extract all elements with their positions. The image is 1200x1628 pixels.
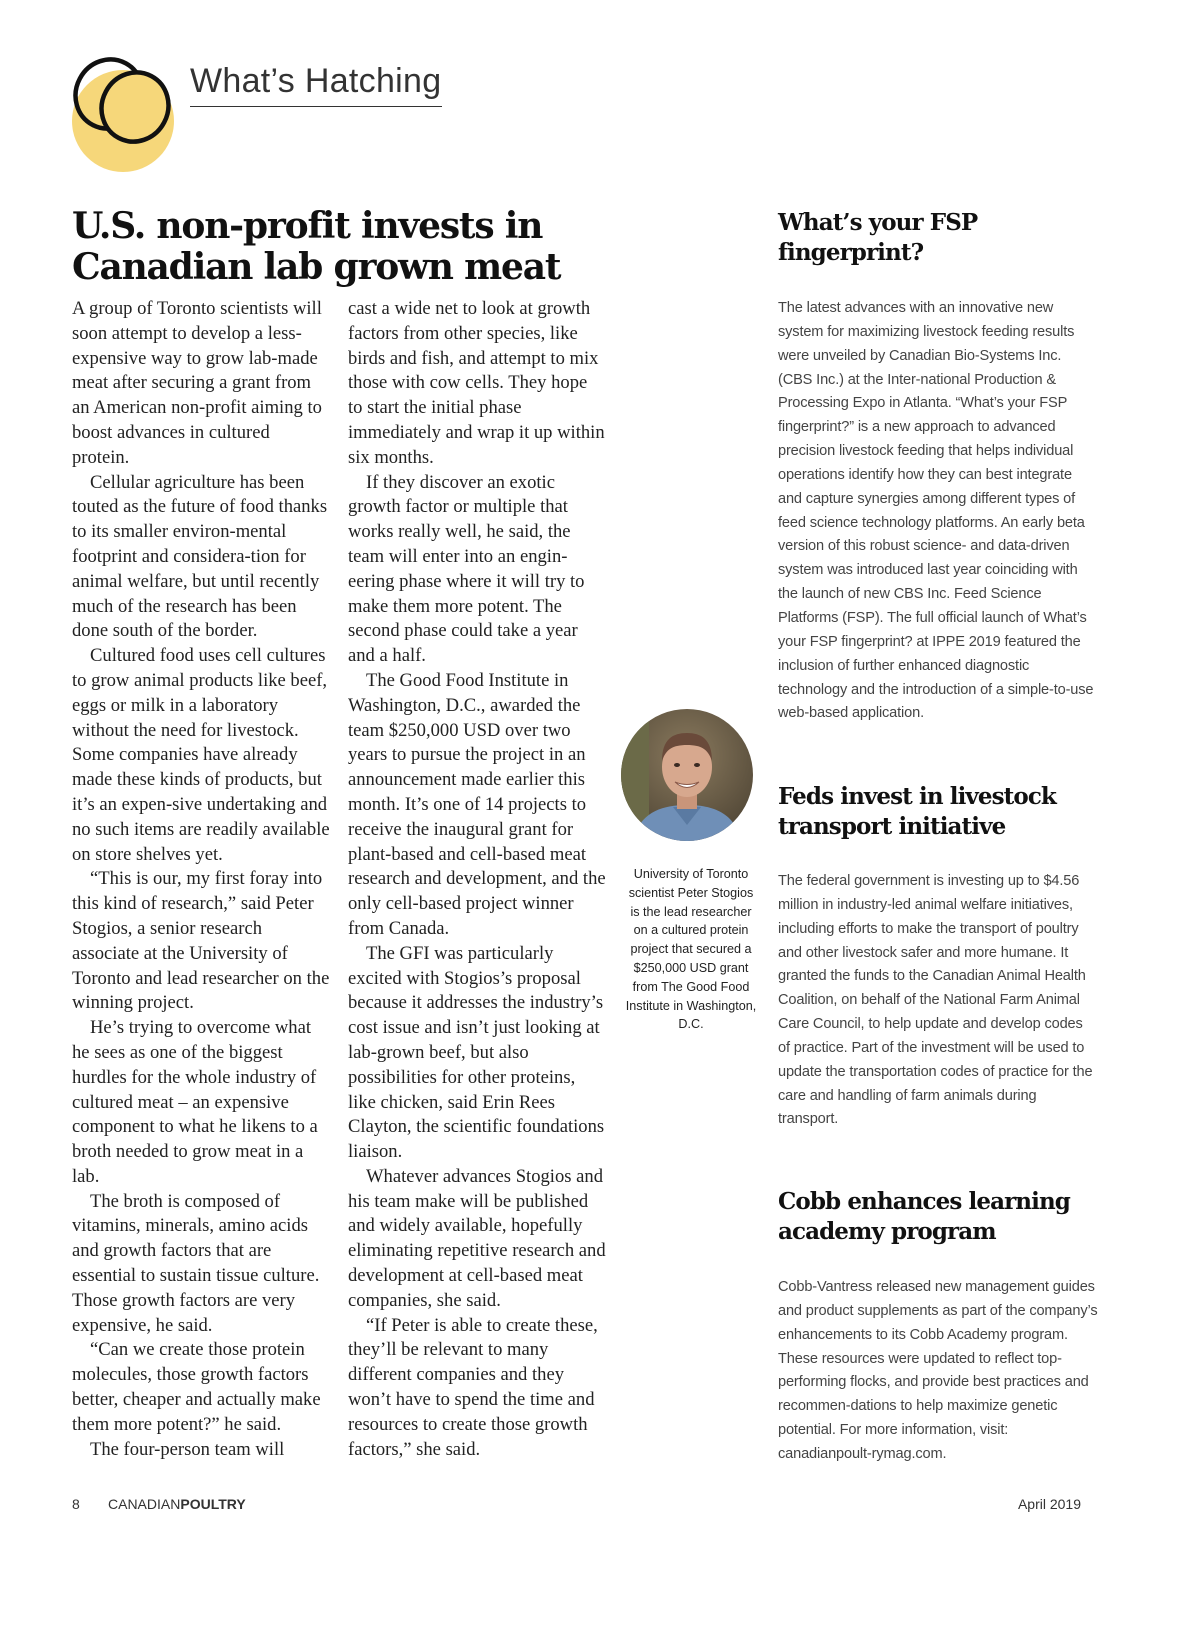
article-paragraph: Cellular agriculture has been touted as the future of food thanks to its smaller environ-mental footprint and considera-tion for animal welfare, but until recently much of the research has been done south of the border. xyxy=(72,471,328,642)
sidebar-story-headline: Cobb enhances learning academy program xyxy=(778,1188,1070,1245)
article-paragraph: “This is our, my first foray into this kind of research,” said Peter Stogios, a senior research associate at the University of Toronto and lead researcher on the winning project. xyxy=(72,868,330,1014)
article-paragraph: Cultured food uses cell cultures to grow animal products like beef, eggs or milk in a laboratory without the need for livestock. Some companies have already made these kinds of products, but it’s an expen-sive undertaking and no such items are readily available on store shelves yet. xyxy=(72,645,330,865)
sidebar-story-body: The federal government is investing up to $4.56 million in industry-led animal welfare initiatives, including efforts to make the transport of poultry and other livestock safer and more humane. It granted the funds to the Canadian Animal Health Coalition, on behalf of the National Farm Animal Care Council, to help update and develop codes of practice. Part of the investment will be used to update the transportation codes of practice for the care and handling of farm animals during transport. xyxy=(778,873,1093,1128)
main-article-headline: U.S. non-profit invests in Canadian lab grown meat xyxy=(72,205,561,288)
article-paragraph: “If Peter is able to create these, they’ll be relevant to many different companies and they won’t have to spend the time and resources to create those growth factors,” she said. xyxy=(348,1314,598,1460)
section-header xyxy=(72,56,452,176)
two-eggs-icon xyxy=(72,56,176,146)
sidebar-story xyxy=(778,1187,1098,1467)
sidebar-story-headline: What’s your FSP fingerprint? xyxy=(778,209,978,266)
page-number: 8 xyxy=(72,1496,80,1512)
sidebar-story-body: The latest advances with an innovative new system for maximizing livestock feeding results were unveiled by Canadian Bio-Systems Inc. (CBS Inc.) at the Inter-national Production & Processing Expo in Atlanta. “What’s your FSP fingerprint?” is a new approach to advanced precision livestock feeding that helps individual operations identify how they can best integrate and capture synergies among different types of feed science technology platforms. An early beta version of this robust science- and data-driven system was introduced last year coinciding with the launch of new CBS Inc. Feed Science Platforms (FSP). The full official launch of What’s your FSP fingerprint? at IPPE 2019 featured the inclusion of further enhanced diagnostic technology and the introduction of a simple-to-use web-based application. xyxy=(778,300,1094,722)
issue-date: April 2019 xyxy=(1017,1496,1081,1512)
article-column-1 xyxy=(72,297,330,1462)
researcher-portrait-photo xyxy=(621,709,753,841)
article-paragraph: Whatever advances Stogios and his team make will be published and widely available, hopefully eliminating repetitive research and development at cell-based meat companies, she said. xyxy=(348,1165,606,1311)
section-title-underline xyxy=(190,106,442,107)
article-paragraph: The broth is composed of vitamins, minerals, amino acids and growth factors that are essential to sustain tissue culture. Those growth factors are very expensive, he said. xyxy=(72,1190,320,1336)
article-paragraph: The GFI was particularly excited with Stogios’s proposal because it addresses the industry’s cost issue and isn’t just looking at lab-grown beef, but also possibilities for other proteins, like chicken, said Erin Rees Clayton, the scientific foundations liaison. xyxy=(348,942,605,1163)
sidebar-story-headline: Feds invest in livestock transport initiative xyxy=(778,783,1056,840)
page-footer xyxy=(72,1496,246,1512)
publication-name-bold: POULTRY xyxy=(180,1496,246,1512)
article-column-2 xyxy=(348,297,606,1462)
article-paragraph: The four-person team will xyxy=(90,1438,285,1460)
sidebar-story xyxy=(778,208,1098,726)
article-paragraph: He’s trying to overcome what he sees as one of the biggest hurdles for the whole industry of cultured meat – an expensive component to what he likens to a broth needed to grow meat in a lab. xyxy=(72,1017,318,1187)
sidebar-story-body: Cobb-Vantress released new management guides and product supplements as part of the company’s enhancements to its Cobb Academy program. These resources were updated to reflect top-performing flocks, and provide best practices and recommen-dations to help maximize genetic potential. For more information, visit: canadianpoult-rymag.com. xyxy=(778,1279,1098,1462)
article-paragraph: cast a wide net to look at growth factors from other species, like birds and fish, and attempt to mix those with cow cells. They hope to start the initial phase immediately and wrap it up within six months. xyxy=(348,298,605,468)
article-paragraph: A group of Toronto scientists will soon attempt to develop a less-expensive way to grow lab-made meat after securing a grant from an American non-profit aiming to boost advances in cultured protein. xyxy=(72,298,322,468)
article-paragraph: If they discover an exotic growth factor or multiple that works really well, he said, the team will enter into an engin-eering phase where it will try to make them more potent. The second phase could take a year and a half. xyxy=(348,471,585,667)
photo-caption: University of Toronto scientist Peter Stogios is the lead researcher on a cultured protein project that secured a $250,000 USD grant from The Good Food Institute in Washington, D.C. xyxy=(625,867,757,1032)
article-paragraph: “Can we create those protein molecules, those growth factors better, cheaper and actually make them more potent?” he said. xyxy=(72,1339,321,1435)
publication-name: CANADIAN xyxy=(108,1496,181,1512)
section-title: What’s Hatching xyxy=(190,62,442,100)
article-paragraph: The Good Food Institute in Washington, D.C., awarded the team $250,000 USD over two years to pursue the project in an announcement made earlier this month. It’s one of 14 projects to receive the inaugural grant for plant-based and cell-based meat research and development, and the only cell-based project winner from Canada. xyxy=(348,669,606,939)
sidebar-story xyxy=(778,782,1098,1132)
